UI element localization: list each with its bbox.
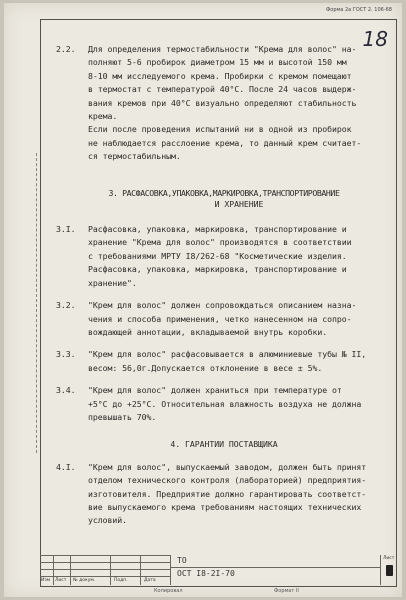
format-label: Формат II	[274, 588, 299, 594]
text-line: Если после проведения испытаний ни в одной из пробирок	[88, 124, 352, 135]
text-line: хранение "Крема для волос" производятся в соответствии	[88, 237, 352, 248]
document-code-cell	[170, 555, 381, 585]
text-line: крема.	[88, 111, 118, 122]
text-line: изготовителя. Предприятие должно гарантировать соответст-	[88, 488, 367, 499]
page-number: 18	[362, 27, 388, 51]
document-sheet	[4, 3, 402, 597]
form-label: Форма 2а ГОСТ 2. 106-68	[326, 7, 392, 13]
paragraph-number: 2.2.	[56, 44, 76, 54]
document-code: ОСТ I8-2I-70	[177, 569, 235, 578]
paragraph-3-1	[56, 223, 372, 290]
text-line: "Крем для волос" расфасовывается в алюминиевые тубы № II,	[88, 349, 367, 360]
header-sheet: Лист	[55, 578, 67, 583]
sheet-label: Лист	[383, 556, 395, 561]
text-line: хранение".	[88, 277, 137, 288]
text-line: +5°С до +25°С. Относительная влажность воздуха не должна	[88, 398, 362, 409]
text-line: полняют 5-6 пробирок диаметром 15 мм и высотой 150 мм	[88, 57, 347, 68]
text-line: 8-10 мм исследуемого крема. Пробирки с кремом помещают	[88, 70, 352, 81]
text-line: "Крем для волос", выпускаемый заводом, должен быть принят	[88, 461, 367, 472]
code-top: ТО	[177, 556, 187, 565]
title-block-headers	[40, 577, 170, 585]
text-line: вие выпускаемого крема требованиям настоящих технических	[88, 501, 362, 512]
text-line: ся термостабильным.	[88, 151, 181, 162]
text-line: отделом технического контроля (лабораторией) предприятия-	[88, 475, 367, 486]
header-signature: Подп.	[114, 578, 128, 583]
text-line: весом: 56,0г.Допускается отклонение в весе ± 5%.	[88, 362, 323, 373]
header-change: Изм	[41, 578, 51, 583]
paragraph-3-2	[56, 299, 372, 339]
paragraph-3-3	[56, 348, 372, 375]
paragraph-2-2	[56, 43, 372, 164]
document-body	[56, 43, 372, 528]
text-line: не наблюдается расслоение крема, то данный крем считает-	[88, 137, 362, 148]
section-title-line: 4. ГАРАНТИИ ПОСТАВЩИКА	[170, 439, 278, 450]
header-doc-number: № докум.	[73, 578, 96, 583]
text-line: превышать 70%.	[88, 411, 157, 422]
paragraph-3-4	[56, 384, 372, 424]
text-line: в термостат с температурой 40°С. После 24 часов выдерж-	[88, 84, 357, 95]
paragraph-number: 3.4.	[56, 385, 76, 396]
sheet-cell	[380, 555, 398, 585]
section-title-line: 3. РАСФАСОВКА,УПАКОВКА,МАРКИРОВКА,ТРАНСПОРТИРОВАНИЕ	[108, 187, 340, 198]
section-title-3	[56, 187, 372, 209]
paragraph-number: 3.I.	[56, 224, 76, 235]
header-date: Дата	[144, 578, 156, 583]
text-line: "Крем для волос" должен храниться при температуре от	[88, 385, 342, 396]
paragraph-number: 3.2.	[56, 300, 76, 311]
text-line: Для определения термостабильности "Крема для волос" на-	[88, 44, 357, 54]
title-block	[40, 555, 397, 585]
text-line: "Крем для волос" должен сопровождаться описанием назна-	[88, 300, 357, 311]
text-line: чения и способа применения, четко нанесенном на сопро-	[88, 313, 352, 324]
binding-margin	[6, 153, 37, 453]
sheet-number-mark	[386, 565, 393, 576]
text-line: условий.	[88, 515, 128, 526]
copied-label: Копировал	[154, 588, 183, 594]
paragraph-number: 4.I.	[56, 461, 76, 472]
text-line: с требованиями МРТУ I8/262-68 "Косметические изделия.	[88, 250, 347, 261]
text-line: вождающей аннотации, вкладываемой внутрь коробки.	[88, 326, 328, 337]
section-title-4	[56, 438, 372, 451]
text-line: Расфасовка, упаковка, маркировка, транспортирование и	[88, 264, 347, 275]
paragraph-4-1	[56, 461, 372, 528]
section-title-line: И ХРАНЕНИЕ	[214, 199, 264, 210]
paragraph-number: 3.3.	[56, 349, 76, 360]
text-line: Расфасовка, упаковка, маркировка, транспортирование и	[88, 224, 347, 235]
text-line: вания кремов при 40°С визуально определяют стабильность	[88, 97, 357, 108]
